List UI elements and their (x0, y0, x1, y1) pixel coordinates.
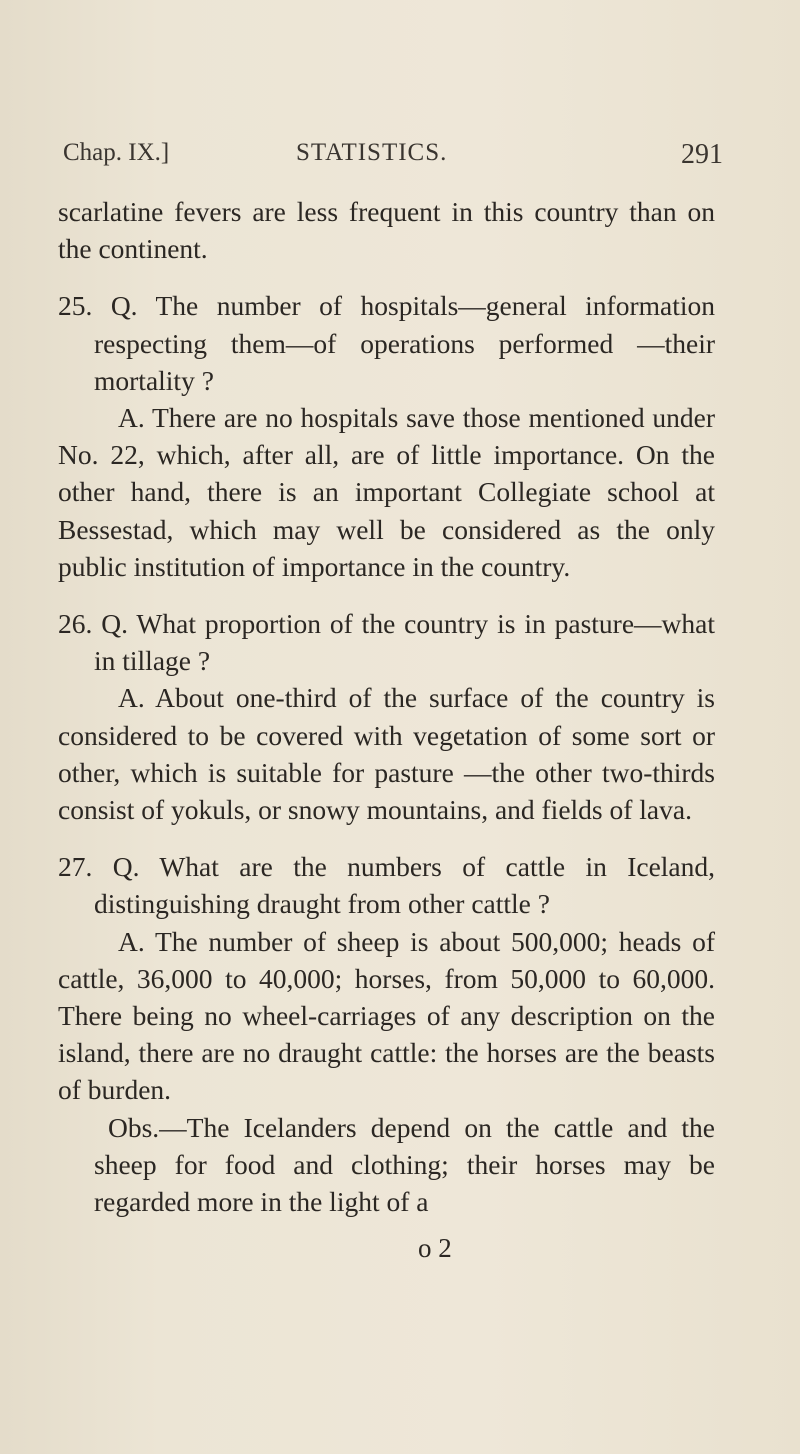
answer-26: A. About one-third of the surface of the country is considered to be covered with vegetation of some sort or other, which is suitable for pasture —the other two-thirds consist of yokuls, or snowy mountains, and fields of lava. (58, 682, 715, 826)
answer-27: A. The number of sheep is about 500,000; heads of cattle, 36,000 to 40,000; horses, from 50,000 to 60,000. There being no wheel-carriages of any description on the island, there are no draught cattle: the horses are the beasts of burden. (58, 925, 715, 1106)
paragraph-continuation: scarlatine fevers are less frequent in this country than on the continent. (58, 196, 715, 265)
question-27: 27. Q. What are the numbers of cattle in Iceland, distinguishing draught from other cattle ? (58, 851, 715, 920)
answer-25: A. There are no hospitals save those mentioned under No. 22, which, after all, are of little importance. On the other hand, there is an important Collegiate school at Bessestad, which may well be considered as the only public institution of importance in the country. (58, 402, 715, 582)
question-25: 25. Q. The number of hospitals—general information respecting them—of operations performed —their mortality ? (58, 290, 715, 396)
signature-mark: o 2 (418, 1233, 452, 1263)
chapter-label: Chap. IX.] (63, 139, 170, 166)
question-26: 26. Q. What proportion of the country is in pasture—what in tillage ? (58, 608, 715, 677)
running-header (63, 139, 723, 179)
section-title: STATISTICS. (296, 139, 448, 166)
page-number: 291 (681, 139, 723, 170)
observation: Obs.—The Icelanders depend on the cattle and the sheep for food and clothing; their horses may be regarded more in the light of a (94, 1111, 715, 1218)
page-body (58, 193, 715, 1220)
